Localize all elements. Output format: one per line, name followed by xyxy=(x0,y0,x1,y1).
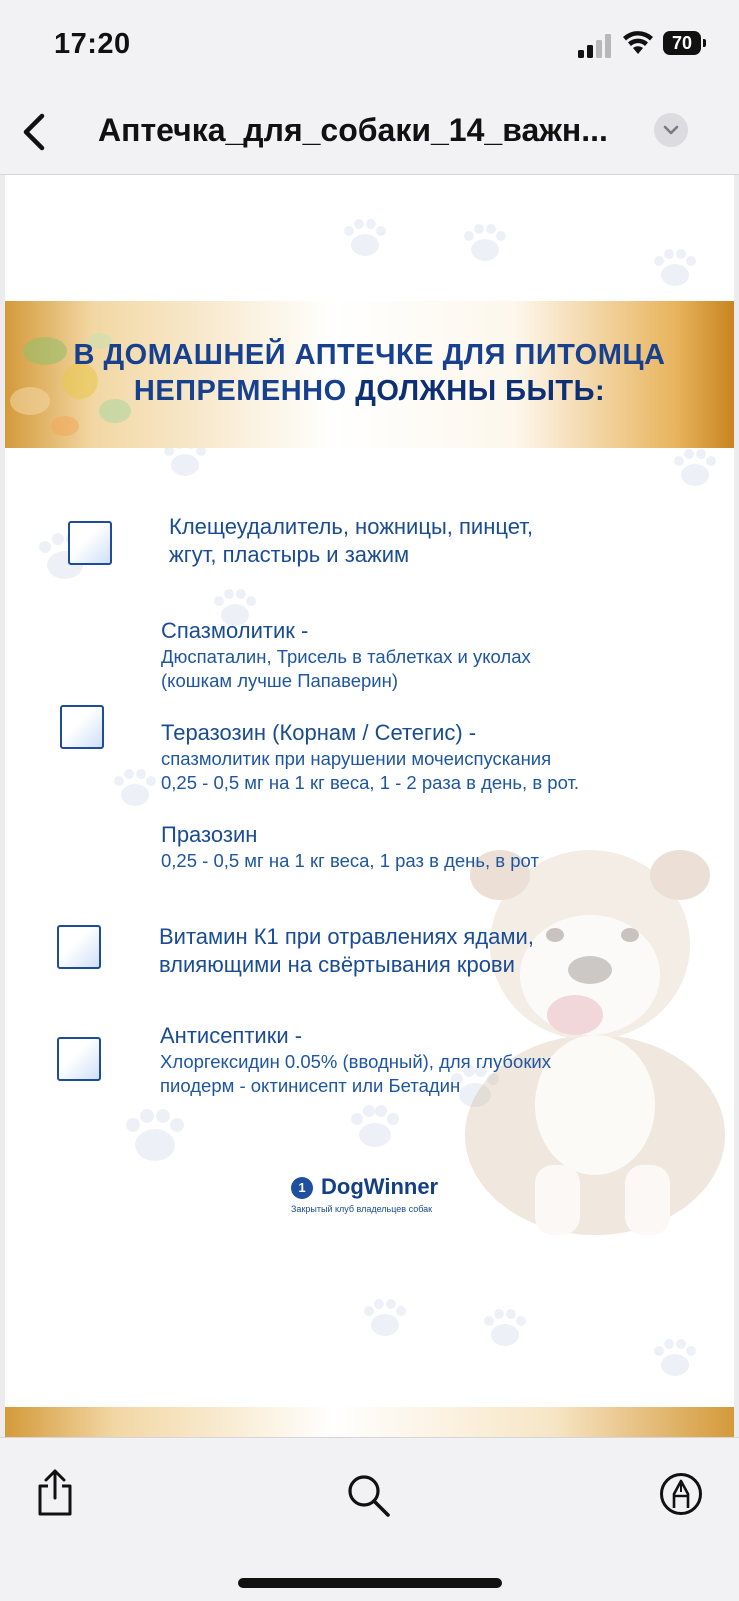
item-6-sub2: пиодерм - октинисепт или Бетадин xyxy=(160,1075,461,1096)
item-6-head: Антисептики - xyxy=(160,1023,303,1048)
chevron-down-icon xyxy=(654,113,688,147)
document-viewport[interactable] xyxy=(0,175,739,1437)
search-icon[interactable] xyxy=(346,1473,392,1519)
status-bar xyxy=(0,0,739,92)
headline xyxy=(5,337,734,409)
wifi-icon xyxy=(622,30,654,56)
item-3-sub1: спазмолитик при нарушении мочеиспускания xyxy=(161,748,552,769)
item-6-sub1: Хлоргексидин 0.05% (вводный), для глубоких xyxy=(160,1051,551,1072)
share-icon[interactable] xyxy=(34,1468,76,1518)
list-item-5 xyxy=(159,923,534,979)
item-4-head: Празозин xyxy=(161,822,258,847)
status-time: 17:20 xyxy=(54,28,131,60)
checkbox-item-3[interactable] xyxy=(60,705,104,749)
list-item-4 xyxy=(161,821,539,873)
title-menu-button[interactable] xyxy=(654,113,688,147)
logo-tagline: Закрытый клуб владельцев собак xyxy=(291,1204,433,1214)
document-page xyxy=(5,175,734,1437)
item-5-line1: Витамин К1 при отравлениях ядами, xyxy=(159,924,534,949)
nav-bar xyxy=(0,92,739,175)
next-page-banner-edge xyxy=(5,1407,734,1437)
battery-percent: 70 xyxy=(663,31,701,55)
home-indicator[interactable] xyxy=(238,1578,502,1588)
markup-pen-icon[interactable] xyxy=(659,1472,703,1516)
headline-line2-bold: ДОЛЖНЫ БЫТЬ: xyxy=(355,375,606,407)
item-2-head: Спазмолитик - xyxy=(161,618,309,643)
logo-name: DogWinner xyxy=(321,1174,439,1199)
list-item-2 xyxy=(161,617,531,693)
item-4-sub1: 0,25 - 0,5 мг на 1 кг веса, 1 раз в день, в рот xyxy=(161,850,539,871)
header-banner xyxy=(5,301,734,448)
item-2-sub2: (кошкам лучше Папаверин) xyxy=(161,670,398,691)
logo-number: 1 xyxy=(291,1177,313,1199)
item-3-head: Теразозин (Корнам / Сетегис) - xyxy=(161,720,477,745)
bottom-toolbar xyxy=(0,1437,739,1601)
document-title[interactable]: Аптечка_для_собаки_14_важн... xyxy=(98,112,608,148)
item-1-line2: жгут, пластырь и зажим xyxy=(169,542,410,567)
item-5-line2: влияющими на свёртывания крови xyxy=(159,952,515,977)
headline-line2-normal: НЕПРЕМЕННО xyxy=(133,375,347,407)
checkbox-item-6[interactable] xyxy=(57,1037,101,1081)
item-3-sub2: 0,25 - 0,5 мг на 1 кг веса, 1 - 2 раза в день, в рот. xyxy=(161,772,580,793)
item-2-sub1: Дюспаталин, Трисель в таблетках и уколах xyxy=(161,646,531,667)
battery-icon xyxy=(663,31,707,55)
headline-line1: В ДОМАШНЕЙ АПТЕЧКЕ ДЛЯ ПИТОМЦА xyxy=(73,339,666,371)
item-1-line1: Клещеудалитель, ножницы, пинцет, xyxy=(169,514,533,539)
cellular-signal-icon xyxy=(578,34,614,58)
dogwinner-logo xyxy=(291,1174,471,1217)
checkbox-item-5[interactable] xyxy=(57,925,101,969)
list-item-3 xyxy=(161,719,579,795)
checkbox-item-1[interactable] xyxy=(68,521,112,565)
list-item-6 xyxy=(160,1022,551,1098)
list-item-1 xyxy=(169,513,533,569)
back-chevron-icon[interactable] xyxy=(14,110,54,154)
